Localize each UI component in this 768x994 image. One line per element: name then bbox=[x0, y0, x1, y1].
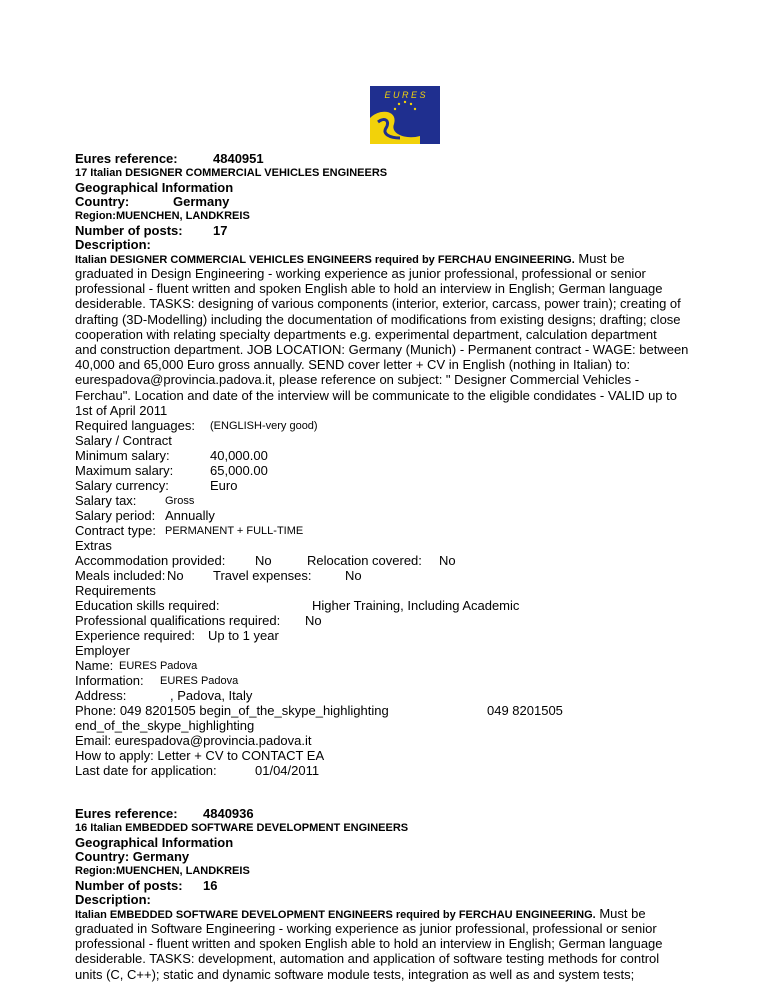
job1-posts: Number of posts: 17 bbox=[75, 223, 228, 238]
job1-meals: Meals included: No Travel expenses: No bbox=[75, 568, 362, 583]
job1-min-salary: Minimum salary: 40,000.00 bbox=[75, 448, 268, 463]
job1-languages: Required languages: (ENGLISH-very good) bbox=[75, 418, 318, 433]
job1-last-date: Last date for application: 01/04/2011 bbox=[75, 763, 320, 778]
job1-currency: Salary currency: Euro bbox=[75, 478, 238, 493]
job1-country: Country: Germany bbox=[75, 194, 230, 209]
eures-logo bbox=[360, 78, 450, 153]
job1-ref-line: Eures reference: 4840951 bbox=[75, 151, 264, 166]
job1-region: Region:MUENCHEN, LANDKREIS bbox=[75, 210, 250, 222]
job1-headline: 17 Italian DESIGNER COMMERCIAL VEHICLES ENGINEERS bbox=[75, 167, 388, 179]
job1-salary-period: Salary period: Annually bbox=[75, 508, 215, 523]
job1-desc-first: Italian DESIGNER COMMERCIAL VEHICLES ENGINEERS required by FERCHAU ENGINEERING. Must be bbox=[75, 251, 625, 266]
job1-education: Education skills required: Higher Training, Including Academic bbox=[75, 598, 520, 613]
job2-region: Region:MUENCHEN, LANDKREIS bbox=[75, 865, 250, 877]
logo-text: E U R E S bbox=[384, 90, 426, 100]
job1-extras-heading: Extras bbox=[75, 538, 112, 553]
job1-geo-heading: Geographical Information bbox=[75, 180, 234, 195]
job2-posts: Number of posts: 16 bbox=[75, 878, 218, 893]
job1-employer-name: Name: EURES Padova bbox=[75, 658, 198, 673]
job1-description: graduated in Design Engineering - working experience as junior professional, professional or senior professional - fluent written and spoken English able to hold an interview in English; German language desiderable. TASKS: designing of various components (interior, exterior, carcass, power train); creating of drafting (3D-Modelling) including the documentation of modifications from existing designs; drafting; close cooperation with relating specialty departments e.g. experimental department, calculation department and construction department. JOB LOCATION: Germany (Munich) - Permanent contract - WAGE: between 40,000 and 65,000 Euro gross annually. SEND cover letter + CV in English (nothing in Italian) to: eurespadova@provincia.padova.it, please reference on subject: " Designer Commercial Vehicles - Ferchau". Location and date of the interview will be communicate to the eligible condidates - VALID up to 1st of April 2011 bbox=[75, 266, 689, 418]
job1-req-heading: Requirements bbox=[75, 583, 156, 598]
job2-headline: 16 Italian EMBEDDED SOFTWARE DEVELOPMENT ENGINEERS bbox=[75, 822, 409, 834]
job2-description: graduated in Software Engineering - working experience as junior professional, professional or senior professional - fluent written and spoken English able to hold an interview in English; German language desiderable. TASKS: development, automation and application of software testing methods for control units (C, C++); static and dynamic software module tests, integration as well as and system tests; bbox=[75, 921, 663, 982]
job1-address: Address: , Padova, Italy bbox=[75, 688, 253, 703]
job2-ref-line: Eures reference: 4840936 bbox=[75, 806, 254, 821]
job1-how-to-apply: How to apply: Letter + CV to CONTACT EA bbox=[75, 748, 325, 763]
job1-phone: Phone: 049 8201505 begin_of_the_skype_highlighting 049 8201505 bbox=[75, 703, 563, 718]
job1-accommodation: Accommodation provided: No Relocation covered: No bbox=[75, 553, 456, 568]
job2-desc-label: Description: bbox=[75, 892, 151, 907]
job1-max-salary: Maximum salary: 65,000.00 bbox=[75, 463, 268, 478]
job2-geo-heading: Geographical Information bbox=[75, 835, 234, 850]
job2-country: Country: Germany bbox=[75, 849, 190, 864]
job1-prof-qual: Professional qualifications required: No bbox=[75, 613, 322, 628]
job1-skype-end: end_of_the_skype_highlighting bbox=[75, 718, 255, 733]
job1-salary-heading: Salary / Contract bbox=[75, 433, 172, 448]
job1-employer-info: Information: EURES Padova bbox=[75, 673, 239, 688]
job1-salary-tax: Salary tax: Gross bbox=[75, 493, 195, 508]
job1-experience: Experience required: Up to 1 year bbox=[75, 628, 279, 643]
job1-contract-type: Contract type: PERMANENT + FULL-TIME bbox=[75, 523, 304, 538]
job1-employer-heading: Employer bbox=[75, 643, 130, 658]
job1-desc-label: Description: bbox=[75, 237, 151, 252]
job2-desc-first: Italian EMBEDDED SOFTWARE DEVELOPMENT ENGINEERS required by FERCHAU ENGINEERING. Must be bbox=[75, 906, 646, 921]
job1-email: Email: eurespadova@provincia.padova.it bbox=[75, 733, 312, 748]
